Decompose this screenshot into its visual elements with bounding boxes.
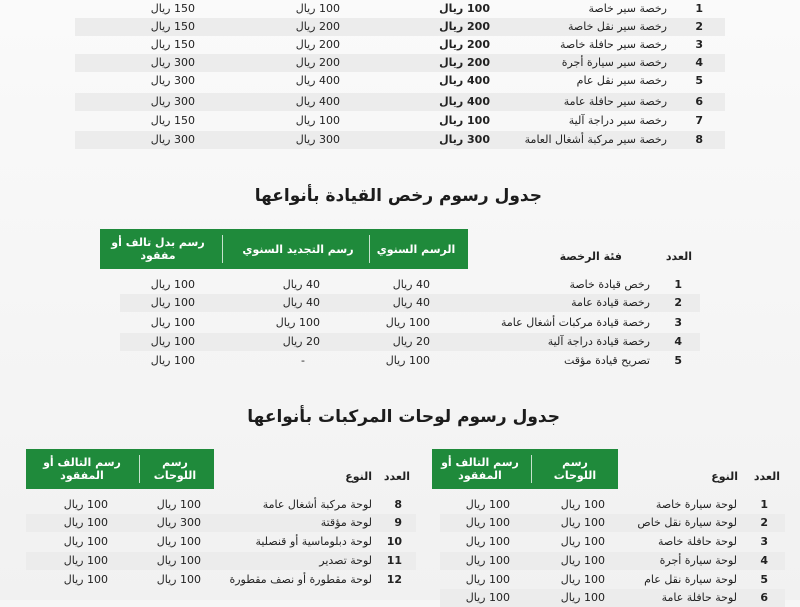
- row-fee-c: 300 ريال: [150, 74, 195, 87]
- row-renewal: 40 ريال: [282, 278, 320, 291]
- row-lost-fee: 100 ريال: [465, 535, 510, 548]
- row-fee-b: 200 ريال: [295, 38, 340, 51]
- row-plates-fee: 100 ريال: [560, 573, 605, 586]
- row-type: رخصة قيادة مركبات أشغال عامة: [501, 316, 650, 329]
- row-fee-b: 200 ريال: [295, 20, 340, 33]
- row-number: 1: [674, 278, 682, 291]
- header-number: العدد: [665, 250, 692, 263]
- row-number: 12: [386, 573, 402, 586]
- row-number: 4: [695, 56, 703, 69]
- table-row: [120, 333, 700, 351]
- row-fee-c: 300 ريال: [150, 56, 195, 69]
- row-fee-b: 100 ريال: [295, 114, 340, 127]
- row-number: 6: [760, 591, 768, 604]
- table-row: [440, 533, 785, 551]
- row-type: رخصة سير دراجة آلية: [568, 114, 667, 127]
- row-type: رخصة سير مركبة أشغال العامة: [524, 133, 667, 146]
- row-number: 1: [695, 2, 703, 15]
- table-row: [26, 533, 416, 551]
- row-fee-a: 300 ريال: [439, 133, 490, 146]
- row-number: 2: [760, 516, 768, 529]
- row-type: رخصة سير حافلة خاصة: [560, 38, 667, 51]
- row-plates-fee: 100 ريال: [156, 498, 201, 511]
- header-separator: [531, 455, 532, 483]
- header-number: العدد: [383, 470, 410, 483]
- row-fee-b: 400 ريال: [295, 95, 340, 108]
- row-fee-c: 150 ريال: [150, 2, 195, 15]
- row-type: لوحة مؤقتة: [320, 516, 372, 529]
- row-type: لوحة مركبة أشغال عامة: [262, 498, 372, 511]
- row-annual: 40 ريال: [392, 296, 430, 309]
- row-lost-fee: 100 ريال: [63, 554, 108, 567]
- row-number: 4: [674, 335, 682, 348]
- row-lost-fee: 100 ريال: [63, 498, 108, 511]
- row-type: رخصة قيادة دراجة آلية: [547, 335, 650, 348]
- row-number: 2: [695, 20, 703, 33]
- row-number: 9: [394, 516, 402, 529]
- row-type: لوحة سيارة أجرة: [659, 554, 737, 567]
- table-row: [440, 496, 785, 514]
- header-type: النوع: [711, 470, 738, 483]
- row-number: 8: [695, 133, 703, 146]
- row-type: لوحة دبلوماسية أو قنصلية: [255, 535, 372, 548]
- row-type: لوحة سيارة خاصة: [655, 498, 737, 511]
- table-row: [75, 0, 725, 18]
- table-row: [75, 112, 725, 130]
- row-plates-fee: 100 ريال: [560, 554, 605, 567]
- row-type: لوحة تصدير: [319, 554, 372, 567]
- row-type: لوحة حافلة خاصة: [657, 535, 737, 548]
- header-separator: [369, 235, 370, 263]
- table-row: [75, 93, 725, 111]
- row-fee-a: 400 ريال: [439, 95, 490, 108]
- driving-licenses-title: جدول رسوم رخص القيادة بأنواعها: [254, 186, 542, 206]
- table-row: [26, 496, 416, 514]
- row-lost-fee: 100 ريال: [63, 516, 108, 529]
- row-fee-a: 100 ريال: [439, 2, 490, 15]
- header-license-category: فئة الرخصة: [559, 250, 622, 263]
- row-plates-fee: 300 ريال: [156, 516, 201, 529]
- row-lost: 100 ريال: [150, 296, 195, 309]
- row-type: رخصة قيادة عامة: [571, 296, 650, 309]
- table-row: [26, 552, 416, 570]
- table-row: [120, 294, 700, 312]
- table-row: [440, 571, 785, 589]
- row-lost: 100 ريال: [150, 316, 195, 329]
- header-plates-fee: رسم اللوحات: [153, 456, 197, 482]
- row-number: 2: [674, 296, 682, 309]
- row-number: 8: [394, 498, 402, 511]
- row-type: لوحة حافلة عامة: [661, 591, 737, 604]
- header-lost-fee: رسم بدل تالف أو مفقود: [111, 236, 205, 262]
- table-row: [440, 552, 785, 570]
- row-plates-fee: 100 ريال: [156, 535, 201, 548]
- driving-licenses-header-bar: [100, 229, 468, 269]
- row-number: 4: [760, 554, 768, 567]
- header-renewal-fee: رسم التجديد السنوي: [242, 242, 354, 256]
- row-type: لوحة سيارة نقل خاص: [637, 516, 737, 529]
- row-fee-c: 300 ريال: [150, 133, 195, 146]
- row-type: تصريح قيادة مؤقت: [563, 354, 650, 367]
- row-lost-fee: 100 ريال: [465, 498, 510, 511]
- row-number: 11: [386, 554, 402, 567]
- row-type: رخصة سير خاصة: [588, 2, 667, 15]
- row-number: 5: [760, 573, 768, 586]
- row-plates-fee: 100 ريال: [156, 573, 201, 586]
- table-row: [26, 514, 416, 532]
- table-row: [440, 589, 785, 607]
- row-plates-fee: 100 ريال: [560, 591, 605, 604]
- row-fee-a: 200 ريال: [439, 20, 490, 33]
- table-row: [75, 131, 725, 149]
- row-number: 7: [695, 114, 703, 127]
- row-lost-fee: 100 ريال: [465, 591, 510, 604]
- row-type: رخص قيادة خاصة: [569, 278, 650, 291]
- row-number: 5: [674, 354, 682, 367]
- header-lost-fee: رسم التالف أو المفقود: [441, 456, 519, 482]
- row-renewal: 20 ريال: [282, 335, 320, 348]
- row-lost-fee: 100 ريال: [63, 573, 108, 586]
- header-separator: [139, 455, 140, 483]
- row-renewal: 40 ريال: [282, 296, 320, 309]
- row-annual: 20 ريال: [392, 335, 430, 348]
- row-number: 3: [695, 38, 703, 51]
- row-fee-a: 200 ريال: [439, 56, 490, 69]
- row-plates-fee: 100 ريال: [560, 498, 605, 511]
- row-type: لوحة مقطورة أو نصف مقطورة: [229, 573, 372, 586]
- row-type: لوحة سيارة نقل عام: [644, 573, 737, 586]
- plates-left-header-bar: [26, 449, 214, 489]
- table-row: [75, 18, 725, 36]
- row-number: 5: [695, 74, 703, 87]
- row-fee-b: 300 ريال: [295, 133, 340, 146]
- row-annual: 100 ريال: [385, 316, 430, 329]
- row-type: رخصة سير نقل خاصة: [568, 20, 667, 33]
- row-number: 10: [386, 535, 402, 548]
- row-type: رخصة سير نقل عام: [576, 74, 667, 87]
- row-fee-c: 150 ريال: [150, 114, 195, 127]
- row-lost-fee: 100 ريال: [63, 535, 108, 548]
- header-lost-fee: رسم التالف أو المفقود: [43, 456, 121, 482]
- row-annual: 100 ريال: [385, 354, 430, 367]
- row-fee-b: 200 ريال: [295, 56, 340, 69]
- table-row: [75, 54, 725, 72]
- row-fee-c: 300 ريال: [150, 95, 195, 108]
- row-plates-fee: 100 ريال: [156, 554, 201, 567]
- header-number: العدد: [753, 470, 780, 483]
- plates-right-header-bar: [432, 449, 618, 489]
- row-number: 3: [674, 316, 682, 329]
- row-number: 6: [695, 95, 703, 108]
- row-number: 3: [760, 535, 768, 548]
- row-fee-b: 100 ريال: [295, 2, 340, 15]
- table-row: [440, 514, 785, 532]
- header-annual-fee: الرسم السنوي: [376, 242, 456, 256]
- row-type: رخصة سير حافلة عامة: [563, 95, 667, 108]
- header-plates-fee: رسم اللوحات: [553, 456, 597, 482]
- row-fee-a: 200 ريال: [439, 38, 490, 51]
- table-row: [26, 571, 416, 589]
- row-plates-fee: 100 ريال: [560, 535, 605, 548]
- table-row: [120, 314, 700, 332]
- header-type: النوع: [345, 470, 372, 483]
- row-renewal: -: [301, 354, 305, 367]
- row-lost: 100 ريال: [150, 354, 195, 367]
- row-fee-a: 100 ريال: [439, 114, 490, 127]
- row-lost-fee: 100 ريال: [465, 554, 510, 567]
- row-annual: 40 ريال: [392, 278, 430, 291]
- row-number: 1: [760, 498, 768, 511]
- row-fee-b: 400 ريال: [295, 74, 340, 87]
- row-lost-fee: 100 ريال: [465, 516, 510, 529]
- row-lost-fee: 100 ريال: [465, 573, 510, 586]
- row-fee-c: 150 ريال: [150, 20, 195, 33]
- row-fee-c: 150 ريال: [150, 38, 195, 51]
- table-row: [120, 276, 700, 294]
- row-lost: 100 ريال: [150, 278, 195, 291]
- row-renewal: 100 ريال: [275, 316, 320, 329]
- row-plates-fee: 100 ريال: [560, 516, 605, 529]
- row-type: رخصة سير سيارة أجرة: [561, 56, 667, 69]
- row-lost: 100 ريال: [150, 335, 195, 348]
- vehicle-plates-title: جدول رسوم لوحات المركبات بأنواعها: [247, 407, 560, 427]
- table-row: [75, 36, 725, 54]
- table-row: [120, 352, 700, 370]
- table-row: [75, 72, 725, 90]
- row-fee-a: 400 ريال: [439, 74, 490, 87]
- header-separator: [222, 235, 223, 263]
